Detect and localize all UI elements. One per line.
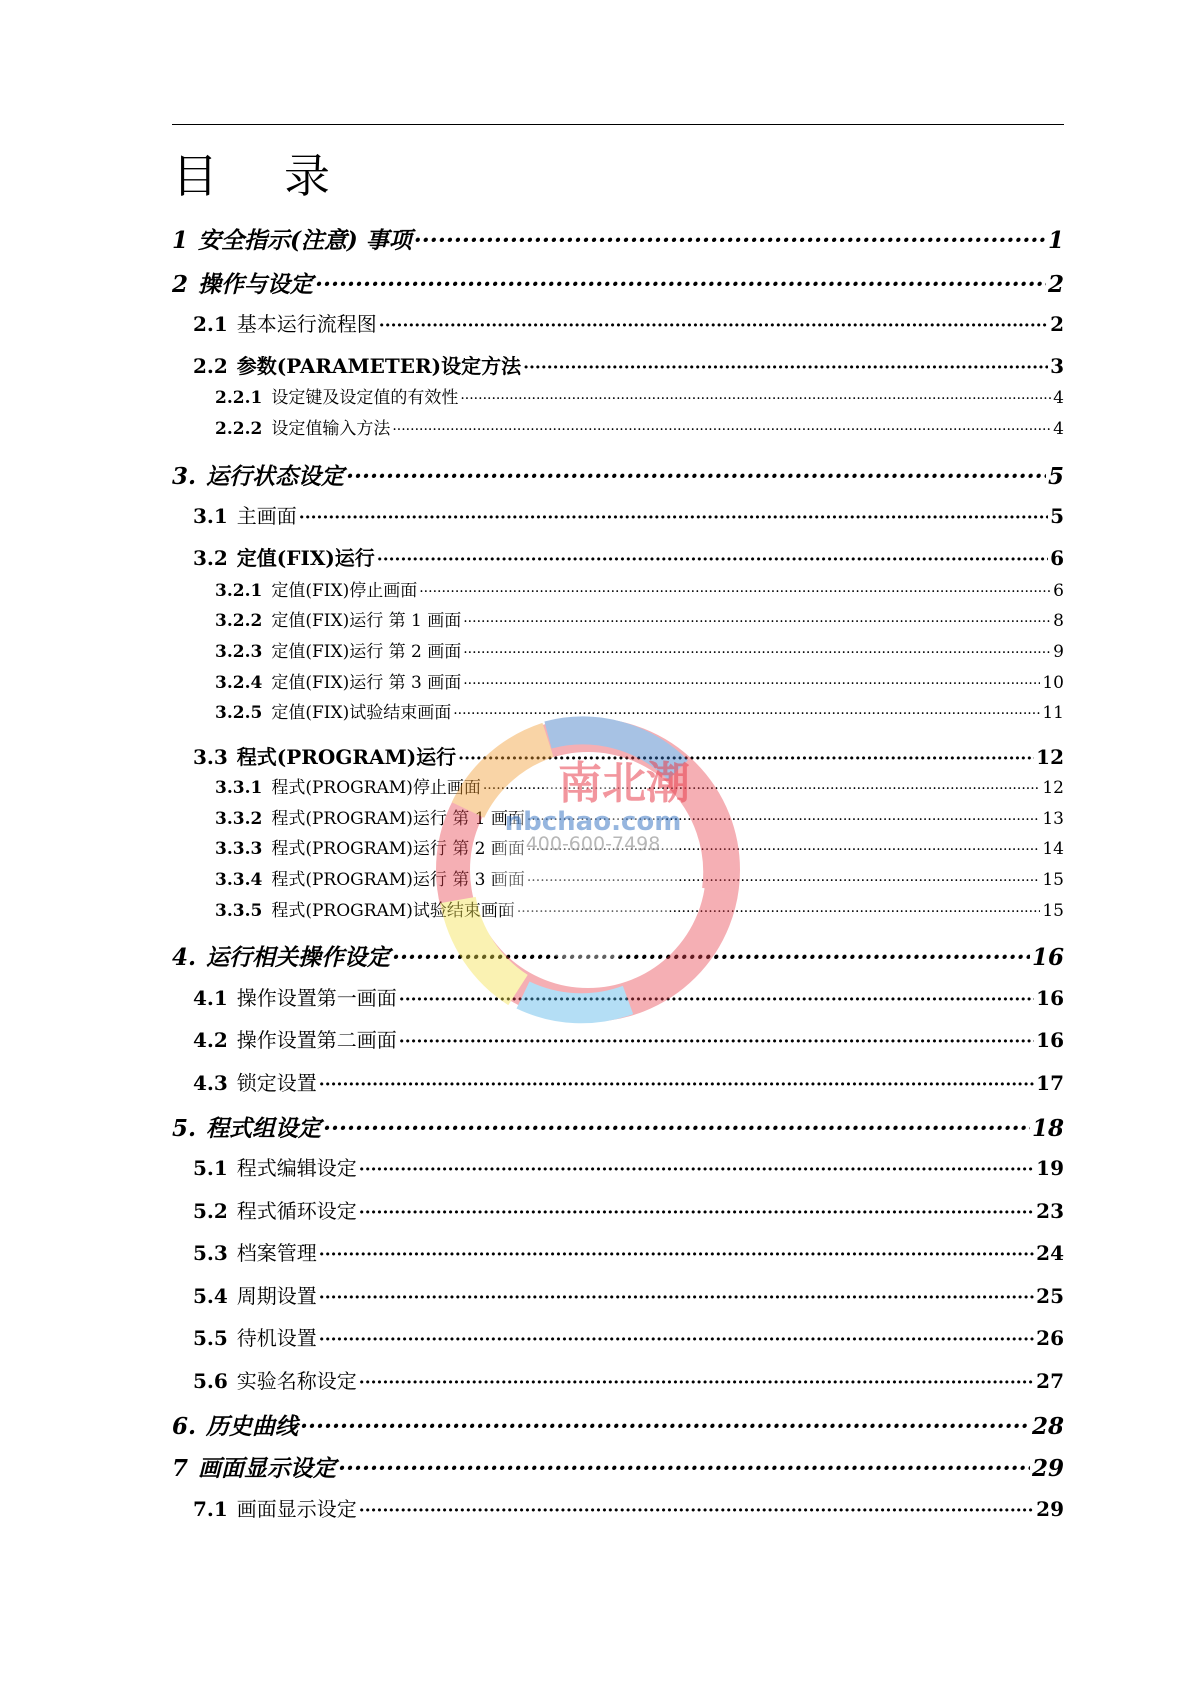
toc-leader-dots bbox=[453, 706, 1040, 722]
toc-entry-page: 4 bbox=[1053, 419, 1064, 439]
toc-entry-title: 画面显示设定 bbox=[236, 1497, 357, 1521]
toc-title-char-2: 录 bbox=[284, 149, 330, 203]
toc-entry-number: 3.3.5 bbox=[215, 901, 263, 921]
toc-leader-dots bbox=[300, 1413, 1030, 1440]
toc-entry-page: 18 bbox=[1031, 1115, 1064, 1142]
toc-entry-number: 3.2.5 bbox=[215, 703, 263, 723]
toc-entry-number: 2 bbox=[172, 271, 189, 298]
toc-leader-dots bbox=[527, 873, 1041, 889]
toc-leader-dots bbox=[315, 271, 1046, 298]
toc-entry-title: 程式组设定 bbox=[206, 1115, 322, 1142]
toc-leader-dots bbox=[379, 316, 1048, 336]
toc-entry-title: 定值(FIX)运行 bbox=[236, 546, 375, 570]
toc-entry-number: 5.6 bbox=[193, 1369, 228, 1393]
toc-entry[interactable] bbox=[172, 1408, 1064, 1441]
toc-entry-page: 12 bbox=[1036, 745, 1064, 769]
toc-leader-dots bbox=[392, 944, 1030, 971]
toc-leader-dots bbox=[359, 1373, 1034, 1393]
toc-entry-number: 3.1 bbox=[193, 504, 228, 528]
toc-leader-dots bbox=[460, 391, 1051, 407]
toc-entry-page: 19 bbox=[1036, 1156, 1064, 1180]
toc-entry-number: 5.5 bbox=[193, 1326, 228, 1350]
toc-entry[interactable] bbox=[215, 804, 1064, 829]
toc-entry-title: 锁定设置 bbox=[236, 1071, 317, 1095]
toc-entry-number: 3.2.4 bbox=[215, 673, 263, 693]
toc-entry[interactable] bbox=[215, 576, 1064, 601]
toc-entry[interactable] bbox=[193, 1280, 1064, 1309]
toc-entry-page: 9 bbox=[1053, 642, 1064, 662]
toc-entry-page: 2 bbox=[1050, 312, 1064, 336]
toc-entry[interactable] bbox=[193, 1067, 1064, 1096]
toc-entry-number: 2.2.2 bbox=[215, 419, 263, 439]
toc-entry[interactable] bbox=[193, 741, 1064, 770]
toc-entry-page: 4 bbox=[1053, 388, 1064, 408]
toc-entry-page: 1 bbox=[1047, 227, 1064, 254]
toc-entry-page: 6 bbox=[1050, 546, 1064, 570]
toc-entry-title: 周期设置 bbox=[236, 1284, 317, 1308]
toc-entry-title: 运行相关操作设定 bbox=[206, 944, 391, 971]
toc-entry-title: 操作设置第一画面 bbox=[236, 986, 397, 1010]
toc-entry-number: 3.3 bbox=[193, 745, 228, 769]
toc-entry-page: 24 bbox=[1036, 1241, 1064, 1265]
toc-entry-title: 待机设置 bbox=[236, 1326, 317, 1350]
toc-entry-number: 3. bbox=[172, 463, 197, 490]
toc-entry-page: 10 bbox=[1042, 673, 1064, 693]
toc-entry[interactable] bbox=[193, 1322, 1064, 1351]
toc-leader-dots bbox=[419, 584, 1051, 600]
toc-leader-dots bbox=[377, 550, 1048, 570]
toc-entry-number: 7 bbox=[172, 1455, 189, 1482]
toc-entry[interactable] bbox=[215, 698, 1064, 723]
toc-entry-title: 安全指示(注意) 事项 bbox=[198, 227, 412, 254]
toc-entry-title: 定值(FIX)运行 第 3 画面 bbox=[271, 673, 462, 693]
toc-entry-title: 档案管理 bbox=[236, 1241, 317, 1265]
watermark-brand: 南北潮 bbox=[558, 758, 690, 809]
toc-entry[interactable] bbox=[215, 773, 1064, 798]
toc-entry-page: 14 bbox=[1042, 839, 1064, 859]
toc-leader-dots bbox=[346, 463, 1046, 490]
toc-leader-dots bbox=[399, 1032, 1034, 1052]
toc-entry[interactable] bbox=[193, 1237, 1064, 1266]
toc-entry-page: 23 bbox=[1036, 1199, 1064, 1223]
toc-entry[interactable] bbox=[215, 414, 1064, 439]
toc-entry[interactable] bbox=[172, 1110, 1064, 1143]
toc-leader-dots bbox=[359, 1501, 1034, 1521]
toc-entry[interactable] bbox=[215, 668, 1064, 693]
toc-entry-page: 17 bbox=[1036, 1071, 1064, 1095]
toc-entry-page: 11 bbox=[1042, 703, 1064, 723]
toc-entry[interactable] bbox=[215, 606, 1064, 631]
toc-entry[interactable] bbox=[193, 1195, 1064, 1224]
toc-entry-title: 操作与设定 bbox=[198, 271, 314, 298]
toc-entry-title: 程式(PROGRAM)运行 第 2 画面 bbox=[271, 839, 525, 859]
toc-leader-dots bbox=[392, 422, 1051, 438]
toc-entry-number: 3.2.3 bbox=[215, 642, 263, 662]
toc-entry-title: 实验名称设定 bbox=[236, 1369, 357, 1393]
toc-entry-page: 28 bbox=[1031, 1413, 1064, 1440]
toc-title-char-1: 目 bbox=[172, 149, 218, 203]
toc-entry[interactable] bbox=[215, 637, 1064, 662]
toc-entry[interactable] bbox=[193, 500, 1064, 529]
toc-entry-page: 6 bbox=[1053, 581, 1064, 601]
toc-entry[interactable] bbox=[193, 1365, 1064, 1394]
toc-leader-dots bbox=[458, 749, 1034, 769]
toc-leader-dots bbox=[299, 508, 1048, 528]
toc-entry-page: 15 bbox=[1042, 901, 1064, 921]
toc-leader-dots bbox=[359, 1160, 1034, 1180]
toc-entry[interactable] bbox=[172, 266, 1064, 299]
toc-leader-dots bbox=[319, 1075, 1034, 1095]
toc-entry[interactable] bbox=[172, 939, 1064, 972]
toc-entry-page: 25 bbox=[1036, 1284, 1064, 1308]
toc-entry[interactable] bbox=[193, 1024, 1064, 1053]
toc-entry-number: 3.2 bbox=[193, 546, 228, 570]
toc-leader-dots bbox=[323, 1115, 1030, 1142]
toc-entry-title: 设定键及设定值的有效性 bbox=[271, 388, 459, 408]
toc-entry-number: 7.1 bbox=[193, 1497, 228, 1521]
toc-entry-page: 3 bbox=[1050, 354, 1064, 378]
toc-leader-dots bbox=[338, 1455, 1030, 1482]
toc-entry-number: 3.2.1 bbox=[215, 581, 263, 601]
toc-entry[interactable] bbox=[193, 1493, 1064, 1522]
toc-leader-dots bbox=[319, 1330, 1034, 1350]
toc-entry-number: 4.2 bbox=[193, 1028, 228, 1052]
toc-leader-dots bbox=[319, 1288, 1034, 1308]
toc-entry[interactable] bbox=[193, 1152, 1064, 1181]
toc-entry-title: 主画面 bbox=[236, 504, 297, 528]
toc-leader-dots bbox=[359, 1203, 1034, 1223]
toc-entry[interactable] bbox=[215, 896, 1064, 921]
toc-entry[interactable] bbox=[193, 982, 1064, 1011]
toc-entry[interactable] bbox=[215, 383, 1064, 408]
toc-entry-page: 8 bbox=[1053, 611, 1064, 631]
toc-entry[interactable] bbox=[172, 222, 1064, 255]
toc-entry-title: 程式循环设定 bbox=[236, 1199, 357, 1223]
toc-entry-number: 3.3.2 bbox=[215, 809, 263, 829]
toc-leader-dots bbox=[319, 1245, 1034, 1265]
toc-entry-number: 1 bbox=[172, 227, 189, 254]
watermark-domain: nbchao.com bbox=[504, 807, 682, 837]
toc-entry-title: 参数(PARAMETER)设定方法 bbox=[236, 354, 522, 378]
toc-entry[interactable] bbox=[215, 865, 1064, 890]
toc-entry-page: 5 bbox=[1050, 504, 1064, 528]
toc-entry-title: 画面显示设定 bbox=[198, 1455, 337, 1482]
toc-entry[interactable] bbox=[172, 1450, 1064, 1483]
toc-leader-dots bbox=[527, 812, 1041, 828]
toc-entry-title: 程式(PROGRAM)试验结束画面 bbox=[271, 901, 515, 921]
toc-entry-title: 设定值输入方法 bbox=[271, 419, 391, 439]
toc-entry-number: 5.1 bbox=[193, 1156, 228, 1180]
toc-entry-page: 29 bbox=[1036, 1497, 1064, 1521]
toc-entry-number: 4.3 bbox=[193, 1071, 228, 1095]
toc-entry[interactable] bbox=[172, 458, 1064, 491]
toc-leader-dots bbox=[414, 227, 1046, 254]
toc-entry-page: 26 bbox=[1036, 1326, 1064, 1350]
toc-entry-title: 定值(FIX)试验结束画面 bbox=[271, 703, 452, 723]
toc-entry-number: 6. bbox=[172, 1413, 197, 1440]
watermark-phone: 400-600-7498 bbox=[525, 833, 661, 855]
toc-leader-dots bbox=[483, 781, 1041, 797]
toc-entry-page: 5 bbox=[1047, 463, 1064, 490]
toc-entry-title: 定值(FIX)运行 第 1 画面 bbox=[271, 611, 462, 631]
toc-entry-page: 12 bbox=[1042, 778, 1064, 798]
toc-entry-number: 4.1 bbox=[193, 986, 228, 1010]
toc-entry-number: 5.4 bbox=[193, 1284, 228, 1308]
toc-entry-number: 4. bbox=[172, 944, 197, 971]
toc-entry-title: 程式(PROGRAM)运行 第 1 画面 bbox=[271, 809, 525, 829]
toc-entry-number: 2.2.1 bbox=[215, 388, 263, 408]
toc-entry-page: 16 bbox=[1036, 1028, 1064, 1052]
toc-entry[interactable] bbox=[193, 308, 1064, 337]
toc-entry-title: 操作设置第二画面 bbox=[236, 1028, 397, 1052]
toc-entry[interactable] bbox=[215, 834, 1064, 859]
toc-entry-number: 5. bbox=[172, 1115, 197, 1142]
toc-entry-page: 27 bbox=[1036, 1369, 1064, 1393]
toc-leader-dots bbox=[463, 614, 1051, 630]
toc-entry-page: 29 bbox=[1031, 1455, 1064, 1482]
toc-entry-number: 3.3.3 bbox=[215, 839, 263, 859]
toc-entry-page: 16 bbox=[1036, 986, 1064, 1010]
toc-entry-number: 5.2 bbox=[193, 1199, 228, 1223]
toc-entry-title: 运行状态设定 bbox=[206, 463, 345, 490]
toc-leader-dots bbox=[463, 645, 1051, 661]
toc-entry-page: 15 bbox=[1042, 870, 1064, 890]
toc-entry-title: 定值(FIX)运行 第 2 画面 bbox=[271, 642, 462, 662]
toc-entry-number: 3.2.2 bbox=[215, 611, 263, 631]
toc-entry-title: 程式(PROGRAM)停止画面 bbox=[271, 778, 481, 798]
toc-entry[interactable] bbox=[193, 542, 1064, 571]
toc-entry-number: 3.3.1 bbox=[215, 778, 263, 798]
toc-entry-page: 16 bbox=[1031, 944, 1064, 971]
toc-entry-title: 程式(PROGRAM)运行 第 3 画面 bbox=[271, 870, 525, 890]
toc-leader-dots bbox=[399, 990, 1034, 1010]
toc-leader-dots bbox=[523, 358, 1048, 378]
toc-entry-page: 2 bbox=[1047, 271, 1064, 298]
toc-entry-number: 5.3 bbox=[193, 1241, 228, 1265]
toc-entry-page: 13 bbox=[1042, 809, 1064, 829]
toc-leader-dots bbox=[463, 676, 1040, 692]
toc-entry-title: 程式编辑设定 bbox=[236, 1156, 357, 1180]
toc-entry-number: 3.3.4 bbox=[215, 870, 263, 890]
toc-entry-title: 程式(PROGRAM)运行 bbox=[236, 745, 457, 769]
toc-entry-number: 2.1 bbox=[193, 312, 228, 336]
toc-entry-number: 2.2 bbox=[193, 354, 228, 378]
toc-entry-title: 定值(FIX)停止画面 bbox=[271, 581, 418, 601]
toc-entry-title: 基本运行流程图 bbox=[236, 312, 377, 336]
toc-leader-dots bbox=[527, 842, 1041, 858]
toc-entry[interactable] bbox=[193, 350, 1064, 379]
toc-entry-title: 历史曲线 bbox=[206, 1413, 299, 1440]
toc-leader-dots bbox=[517, 904, 1041, 920]
